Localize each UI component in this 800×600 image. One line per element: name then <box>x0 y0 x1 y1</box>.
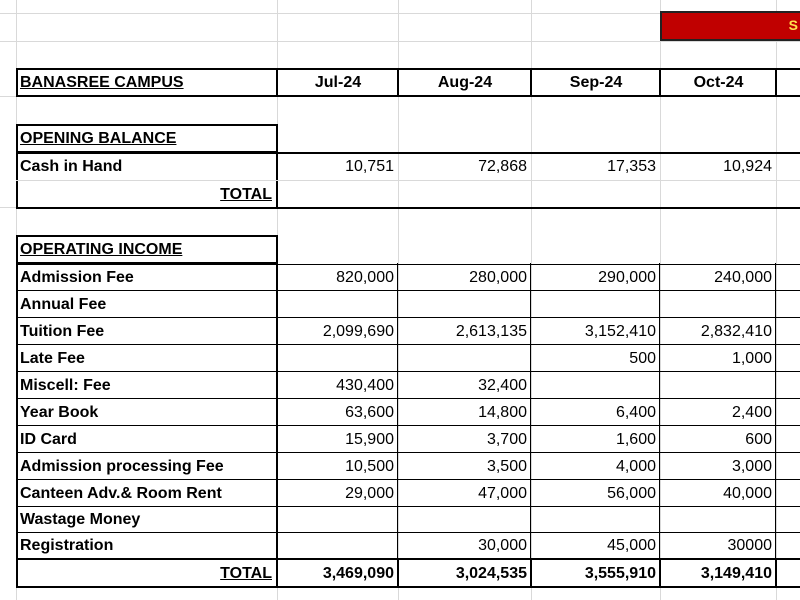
row-label: Registration <box>20 537 114 554</box>
value-oct: 2,400 <box>731 404 772 421</box>
cash-sep: 17,353 <box>607 158 656 175</box>
value-oct: 600 <box>745 431 772 448</box>
total-oct: 3,149,410 <box>700 565 772 582</box>
cash-in-hand-label: Cash in Hand <box>20 158 123 175</box>
red-action-button[interactable] <box>660 11 800 41</box>
value-aug: 14,800 <box>478 404 527 421</box>
value-aug: 47,000 <box>478 485 527 502</box>
value-sep: 4,000 <box>615 458 656 475</box>
total-aug: 3,024,535 <box>455 565 527 582</box>
value-jul: 10,500 <box>345 458 394 475</box>
value-jul: 29,000 <box>345 485 394 502</box>
red-button-label: S <box>788 17 798 33</box>
row-label: ID Card <box>20 431 77 448</box>
month-header-sep: Sep-24 <box>569 74 623 91</box>
opening-balance-title: OPENING BALANCE <box>20 130 177 147</box>
value-jul: 63,600 <box>345 404 394 421</box>
month-header-jul: Jul-24 <box>314 74 362 91</box>
total-jul: 3,469,090 <box>322 565 394 582</box>
row-label: Late Fee <box>20 350 85 367</box>
value-aug: 30,000 <box>478 537 527 554</box>
value-sep: 500 <box>629 350 656 367</box>
operating-income-title: OPERATING INCOME <box>20 241 183 258</box>
value-oct: 240,000 <box>714 269 772 286</box>
row-label: Canteen Adv.& Room Rent <box>20 485 222 502</box>
value-jul: 820,000 <box>336 269 394 286</box>
row-label: Miscell: Fee <box>20 377 111 394</box>
value-aug: 2,613,135 <box>455 323 527 340</box>
value-oct: 30000 <box>727 537 772 554</box>
value-sep: 290,000 <box>598 269 656 286</box>
value-aug: 3,700 <box>486 431 527 448</box>
value-sep: 56,000 <box>607 485 656 502</box>
value-oct: 2,832,410 <box>700 323 772 340</box>
value-aug: 280,000 <box>469 269 527 286</box>
value-sep: 6,400 <box>615 404 656 421</box>
value-aug: 3,500 <box>486 458 527 475</box>
value-sep: 1,600 <box>615 431 656 448</box>
value-jul: 430,400 <box>336 377 394 394</box>
cash-oct: 10,924 <box>723 158 772 175</box>
row-label: Tuition Fee <box>20 323 105 340</box>
value-jul: 15,900 <box>345 431 394 448</box>
value-aug: 32,400 <box>478 377 527 394</box>
month-header-aug: Aug-24 <box>437 74 493 91</box>
row-label: Admission processing Fee <box>20 458 224 475</box>
opening-total-label: TOTAL <box>220 186 272 203</box>
row-label: Wastage Money <box>20 511 141 528</box>
row-label: Year Book <box>20 404 99 421</box>
value-sep: 45,000 <box>607 537 656 554</box>
value-oct: 3,000 <box>731 458 772 475</box>
value-oct: 1,000 <box>731 350 772 367</box>
value-oct: 40,000 <box>723 485 772 502</box>
value-jul: 2,099,690 <box>322 323 394 340</box>
value-sep: 3,152,410 <box>584 323 656 340</box>
total-sep: 3,555,910 <box>584 565 656 582</box>
month-header-oct: Oct-24 <box>693 74 744 91</box>
row-label: Annual Fee <box>20 296 107 313</box>
cash-aug: 72,868 <box>478 158 527 175</box>
cash-jul: 10,751 <box>345 158 394 175</box>
campus-title: BANASREE CAMPUS <box>20 74 184 91</box>
row-label: Admission Fee <box>20 269 134 286</box>
income-total-label: TOTAL <box>220 565 272 582</box>
